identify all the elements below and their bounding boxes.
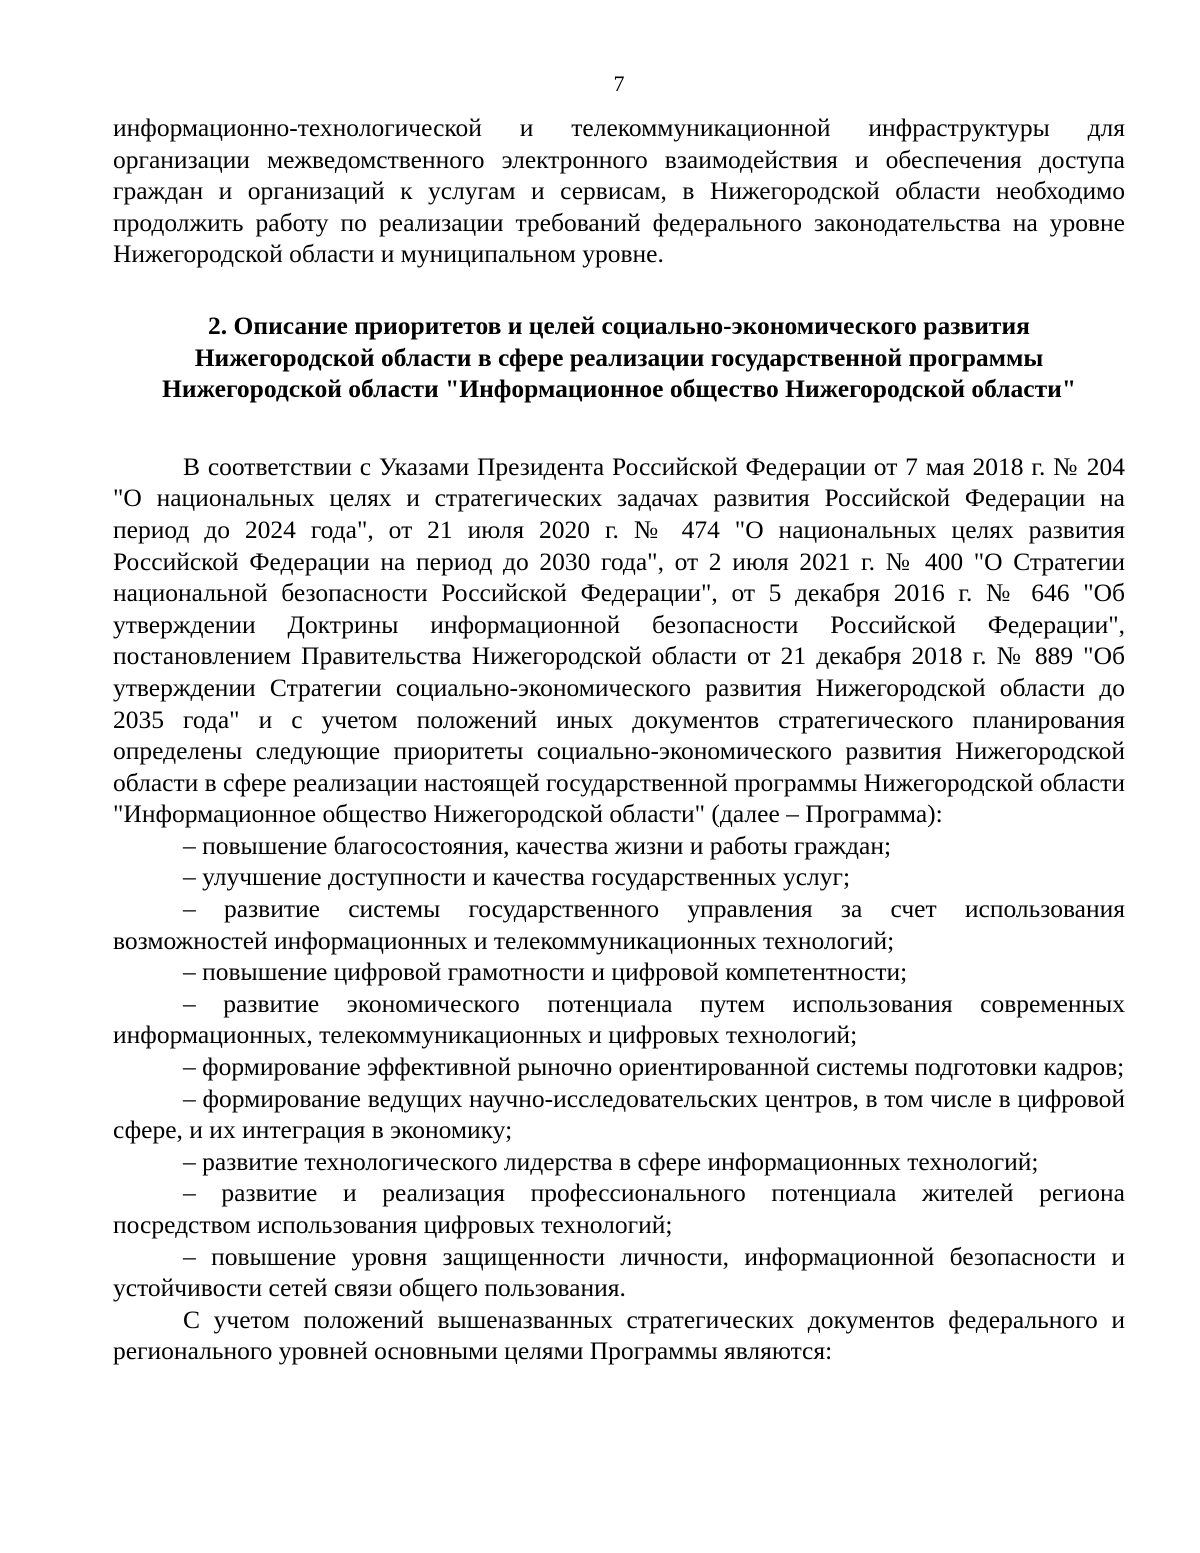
priority-item: – развитие системы государственного управления за счет использования возможностей информационных и телекоммуникационных технологий;	[113, 894, 1125, 955]
section-title-line: 2. Описание приоритетов и целей социально-экономического развития	[208, 310, 1030, 340]
priority-item: – улучшение доступности и качества государственных услуг;	[183, 862, 851, 892]
priority-item: – повышение благосостояния, качества жизни и работы граждан;	[183, 830, 892, 860]
section-title-line: Нижегородской области в сфере реализации государственной программы	[194, 342, 1044, 372]
priority-item: – развитие и реализация профессионального потенциала жителей региона посредством использования цифровых технологий;	[113, 1178, 1125, 1239]
priority-item: – развитие экономического потенциала путем использования современных информационных, телекоммуникационных и цифровых технологий;	[113, 988, 1125, 1050]
priority-item: – развитие технологического лидерства в сфере информационных технологий;	[183, 1146, 1039, 1176]
section-title-line: Нижегородской области "Информационное общество Нижегородской области"	[161, 374, 1076, 404]
document-page	[113, 68, 1125, 1367]
section-title	[113, 310, 1125, 405]
priority-item: – формирование эффективной рыночно ориентированной системы подготовки кадров;	[183, 1052, 1125, 1082]
priority-item: – повышение цифровой грамотности и цифровой компетентности;	[183, 957, 908, 987]
priorities-list	[113, 830, 1125, 1304]
main-paragraph: В соответствии с Указами Президента Российской Федерации от 7 мая 2018 г. № 204 "О национальных целях и стратегических задачах развития Российской Федерации на период до 2024 года", от 21 июля 2020 г. № 474 "О национальных целях развития Российской Федерации на период до 2030 года", от 2 июля 2021 г. № 400 "О Стратегии национальной безопасности Российской Федерации", от 5 декабря 2016 г. № 646 "Об утверждении Доктрины информационной безопасности Российской Федерации", постановлением Правительства Нижегородской области от 21 декабря 2018 г. № 889 "Об утверждении Стратегии социально-экономического развития Нижегородской области до 2035 года" и с учетом положений иных документов стратегического планирования определены следующие приоритеты социально-экономического развития Нижегородской области в сфере реализации настоящей государственной программы Нижегородской области "Информационное общество Нижегородской области" (далее – Программа):	[113, 451, 1125, 829]
priority-item: – повышение уровня защищенности личности, информационной безопасности и устойчивости сетей связи общего пользования.	[113, 1241, 1125, 1303]
page-number: 7	[613, 71, 625, 96]
intro-paragraph: информационно-технологической и телекоммуникационной инфраструктуры для организации межведомственного электронного взаимодействия и обеспечения доступа граждан и организаций к услугам и сервисам, в Нижегородской области необходимо продолжить работу по реализации требований федерального законодательства на уровне Нижегородской области и муниципальном уровне.	[113, 113, 1125, 269]
closing-paragraph: С учетом положений вышеназванных стратегических документов федерального и регионального уровней основными целями Программы являются:	[113, 1304, 1125, 1366]
priority-item: – формирование ведущих научно-исследовательских центров, в том числе в цифровой сфере, и их интеграция в экономику;	[113, 1083, 1125, 1145]
